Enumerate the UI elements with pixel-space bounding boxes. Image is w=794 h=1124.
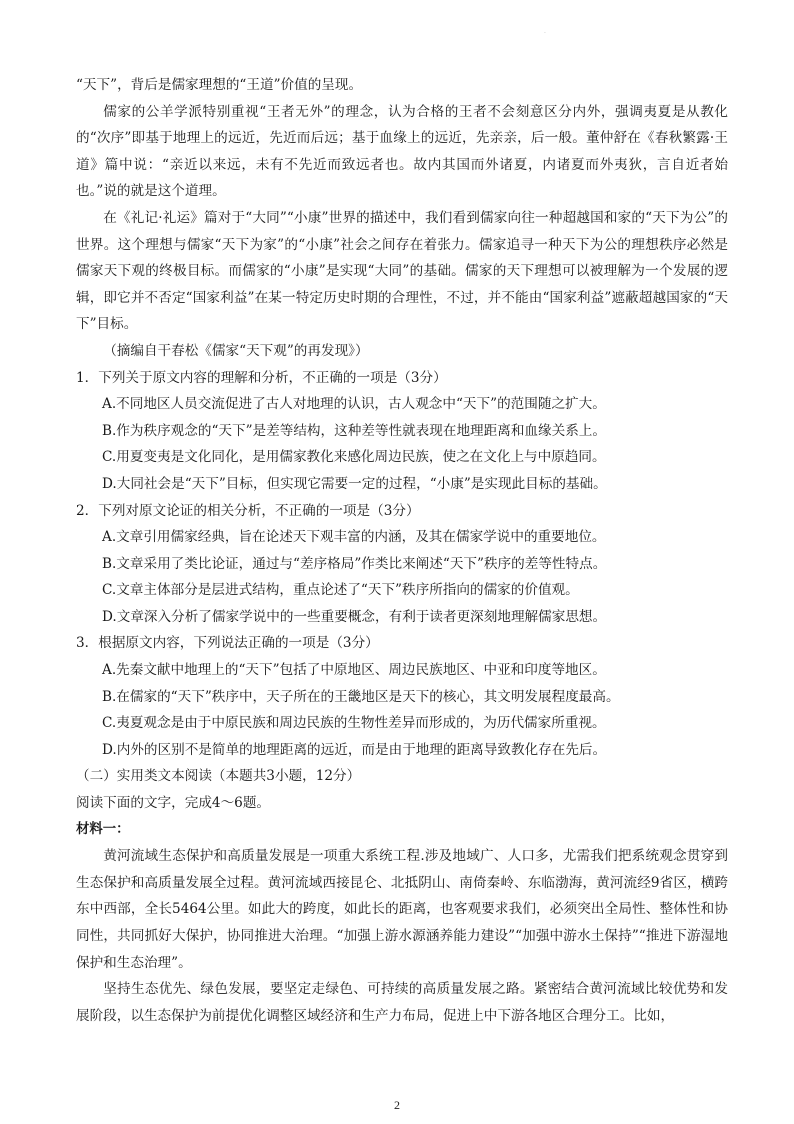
material-1-paragraph-2: 坚持生态优先、绿色发展，要坚定走绿色、可持续的高质量发展之路。紧密结合黄河流域比较优势和发展阶段，以生态保护为前提优化调整区域经济和生产力布局，促进上中下游各地区合理分工。比如， [76,981,728,1024]
question-2 [76,498,728,631]
question-1 [76,365,728,498]
document-body [76,72,728,1029]
passage1-paragraph-1: “天下”，背后是儒家理想的“王道”价值的呈现。 [76,77,363,93]
section-2-heading: （二）实用类文本阅读（本题共3小题，12分） [76,768,361,785]
question-3-option-d: D.内外的区别不是简单的地理距离的远近，而是由于地理的距离导致教化存在先后。 [102,741,607,758]
question-2-option-c: C.文章主体部分是层进式结构，重点论述了“天下”秩序所指向的儒家的价值观。 [102,582,579,599]
passage1-paragraph-3: 在《礼记·礼运》篇对于“大同”“小康”世界的描述中，我们看到儒家向往一种超越国和家的“天下为公”的世界。这个理想与儒家“天下为家”的“小康”社会之间存在着张力。儒家追寻一种天下为公的理想秩序必然是儒家天下观的终极目标。而儒家的“小康”是实现“大同”的基础。儒家的天下理想可以被理解为一个发展的逻辑，即它并不否定“国家利益”在某一特定历史时期的合理性，不过，并不能由“国家利益”遮蔽超越国家的“天下”目标。 [76,209,728,333]
question-2-option-d: D.文章深入分析了儒家学说中的一些重要概念，有利于读者更深刻地理解儒家思想。 [102,608,607,625]
question-3 [76,630,728,763]
question-1-option-d: D.大同社会是“天下”目标，但实现它需要一定的过程，“小康”是实现此目标的基础。 [102,475,607,492]
question-3-option-b: B.在儒家的“天下”秩序中，天子所在的王畿地区是天下的核心，其文明发展程度最高。 [102,688,620,705]
question-2-stem: 2．下列对原文论证的相关分析，不正确的一项是（3分） [76,502,420,519]
question-3-option-a: A.先秦文献中地理上的“天下”包括了中原地区、周边民族地区、中亚和印度等地区。 [102,662,606,679]
material-1-paragraph-1: 黄河流域生态保护和高质量发展是一项重大系统工程.涉及地域广、人口多，尤需我们把系统观念贯穿到生态保护和高质量发展全过程。黄河流域西接昆仑、北抵阴山、南倚秦岭、东临渤海，黄河流经9省区，横跨东中西部，全长5464公里。如此大的跨度，如此长的距离，也客观要求我们，必须突出全局性、整体性和协同性，共同抓好大保护，协同推进大治理。“加强上游水源涵养能力建设”“加强中游水土保持”“推进下游湿地保护和生态治理”。 [76,848,728,971]
question-1-option-a: A.不同地区人员交流促进了古人对地理的认识，古人观念中“天下”的范围随之扩大。 [102,396,606,413]
question-3-stem: 3．根据原文内容，下列说法正确的一项是（3分） [76,635,379,652]
material-1-label: 材料一： [76,821,130,837]
page-number: 2 [394,1098,400,1112]
question-3-option-c: C.夷夏观念是由于中原民族和周边民族的生物性差异而形成的，为历代儒家所重视。 [102,715,606,732]
passage1-source: （摘编自干春松《儒家“天下观”的再发现》） [103,342,369,359]
question-1-stem: 1．下列关于原文内容的理解和分析，不正确的一项是（3分） [76,369,447,386]
top-mark: · [544,30,546,37]
question-2-option-a: A.文章引用儒家经典，旨在论述天下观丰富的内涵，及其在儒家学说中的重要地位。 [102,529,606,546]
question-2-option-b: B.文章采用了类比论证，通过与“差序格局”作类比来阐述“天下”秩序的差等性特点。 [102,555,607,572]
question-1-option-c: C.用夏变夷是文化同化，是用儒家教化来感化周边民族，使之在文化上与中原趋同。 [102,449,606,466]
section-2-instruction: 阅读下面的文字，完成4～6题。 [76,795,271,812]
passage1-paragraph-2: 儒家的公羊学派特别重视“王者无外”的理念，认为合格的王者不会刻意区分内外，强调夷夏是从教化的“次序”即基于地理上的远近，先近而后远；基于血缘上的远近，先亲亲，后一般。董仲舒在《春秋繁露·王道》篇中说：“亲近以来远，未有不先近而致远者也。故内其国而外诸夏，内诸夏而外夷狄，言自近者始也。”说的就是这个道理。 [76,103,728,200]
question-1-option-b: B.作为秩序观念的“天下”是差等结构，这种差等性就表现在地理距离和血缘关系上。 [102,422,606,439]
